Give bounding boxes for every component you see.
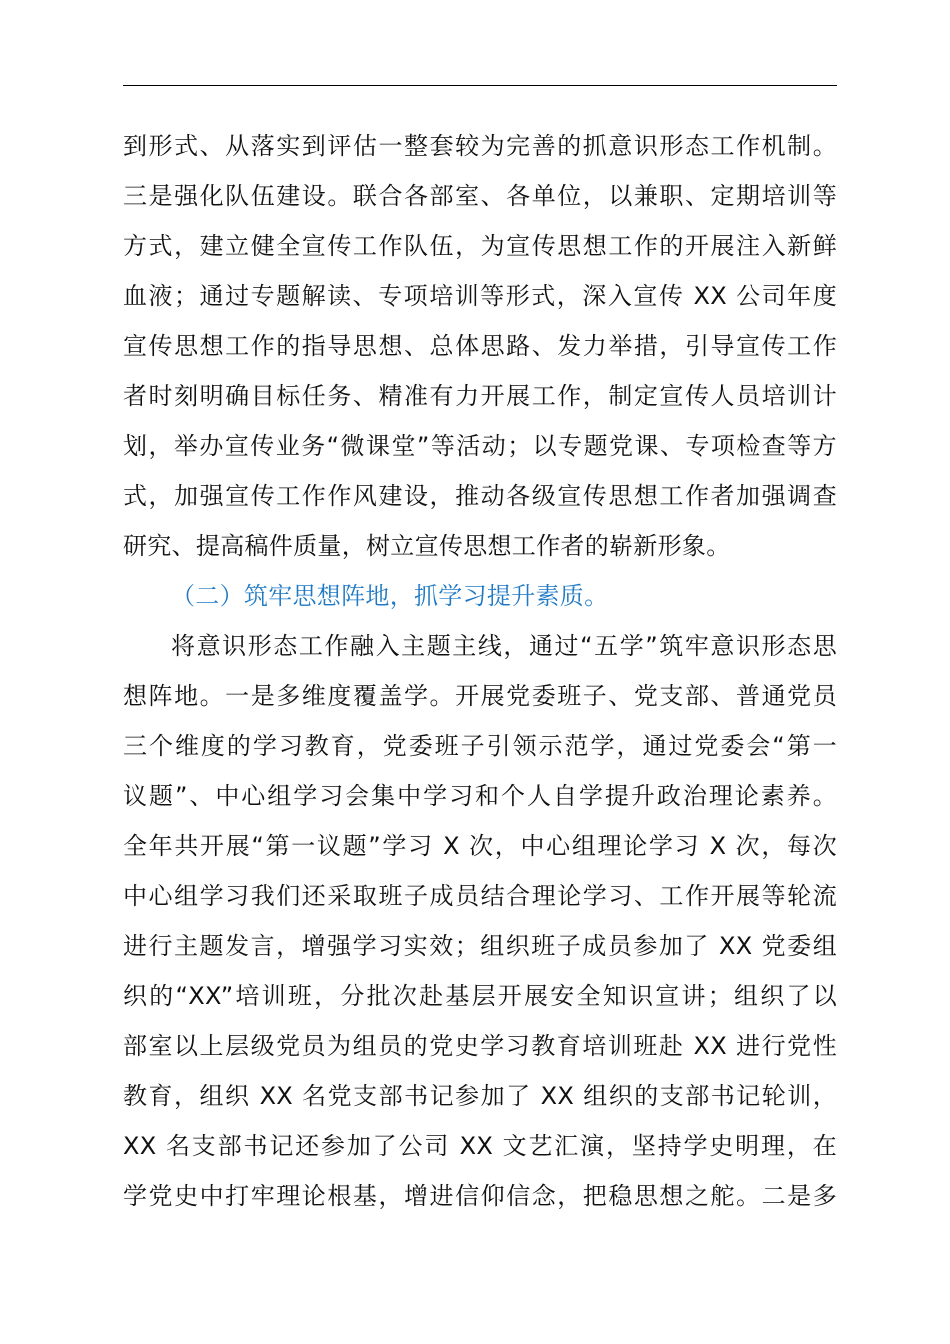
body-text-line: 全年共开展“第一议题”学习 X 次，中心组理论学习 X 次，每次 (123, 832, 837, 860)
body-text-line: 式，加强宣传工作作风建设，推动各级宣传思想工作者加强调查 (123, 482, 837, 510)
body-text-line: 方式，建立健全宣传工作队伍，为宣传思想工作的开展注入新鲜 (123, 232, 837, 260)
body-text-line: 教育，组织 XX 名党支部书记参加了 XX 组织的支部书记轮训， (123, 1082, 837, 1110)
body-text-line: 血液；通过专题解读、专项培训等形式，深入宣传 XX 公司年度 (123, 282, 837, 310)
body-text-line: 议题”、中心组学习会集中学习和个人自学提升政治理论素养。 (123, 782, 837, 810)
body-text-line: 到形式、从落实到评估一整套较为完善的抓意识形态工作机制。 (123, 132, 837, 160)
body-text-line: 三个维度的学习教育，党委班子引领示范学，通过党委会“第一 (123, 732, 837, 760)
body-text-line: XX 名支部书记还参加了公司 XX 文艺汇演，坚持学史明理，在 (123, 1132, 837, 1160)
body-text-line: 者时刻明确目标任务、精准有力开展工作，制定宣传人员培训计 (123, 382, 837, 410)
body-text-line: 三是强化队伍建设。联合各部室、各单位，以兼职、定期培训等 (123, 182, 837, 210)
section-heading: （二）筑牢思想阵地，抓学习提升素质。 (171, 582, 609, 610)
body-text-line: 划，举办宣传业务“微课堂”等活动；以专题党课、专项检查等方 (123, 432, 837, 460)
body-text-line: 将意识形态工作融入主题主线，通过“五学”筑牢意识形态思 (171, 632, 837, 660)
header-rule (123, 85, 837, 86)
body-text-line: 研究、提高稿件质量，树立宣传思想工作者的崭新形象。 (123, 532, 731, 560)
body-text-line: 宣传思想工作的指导思想、总体思路、发力举措，引导宣传工作 (123, 332, 837, 360)
body-text-line: 织的“XX”培训班，分批次赴基层开展安全知识宣讲；组织了以 (123, 982, 837, 1010)
body-text-line: 进行主题发言，增强学习实效；组织班子成员参加了 XX 党委组 (123, 932, 837, 960)
body-text-line: 中心组学习我们还采取班子成员结合理论学习、工作开展等轮流 (123, 882, 837, 910)
body-text-line: 学党史中打牢理论根基，增进信仰信念，把稳思想之舵。二是多 (123, 1182, 837, 1210)
body-text-line: 想阵地。一是多维度覆盖学。开展党委班子、党支部、普通党员 (123, 682, 837, 710)
body-text-line: 部室以上层级党员为组员的党史学习教育培训班赴 XX 进行党性 (123, 1032, 837, 1060)
